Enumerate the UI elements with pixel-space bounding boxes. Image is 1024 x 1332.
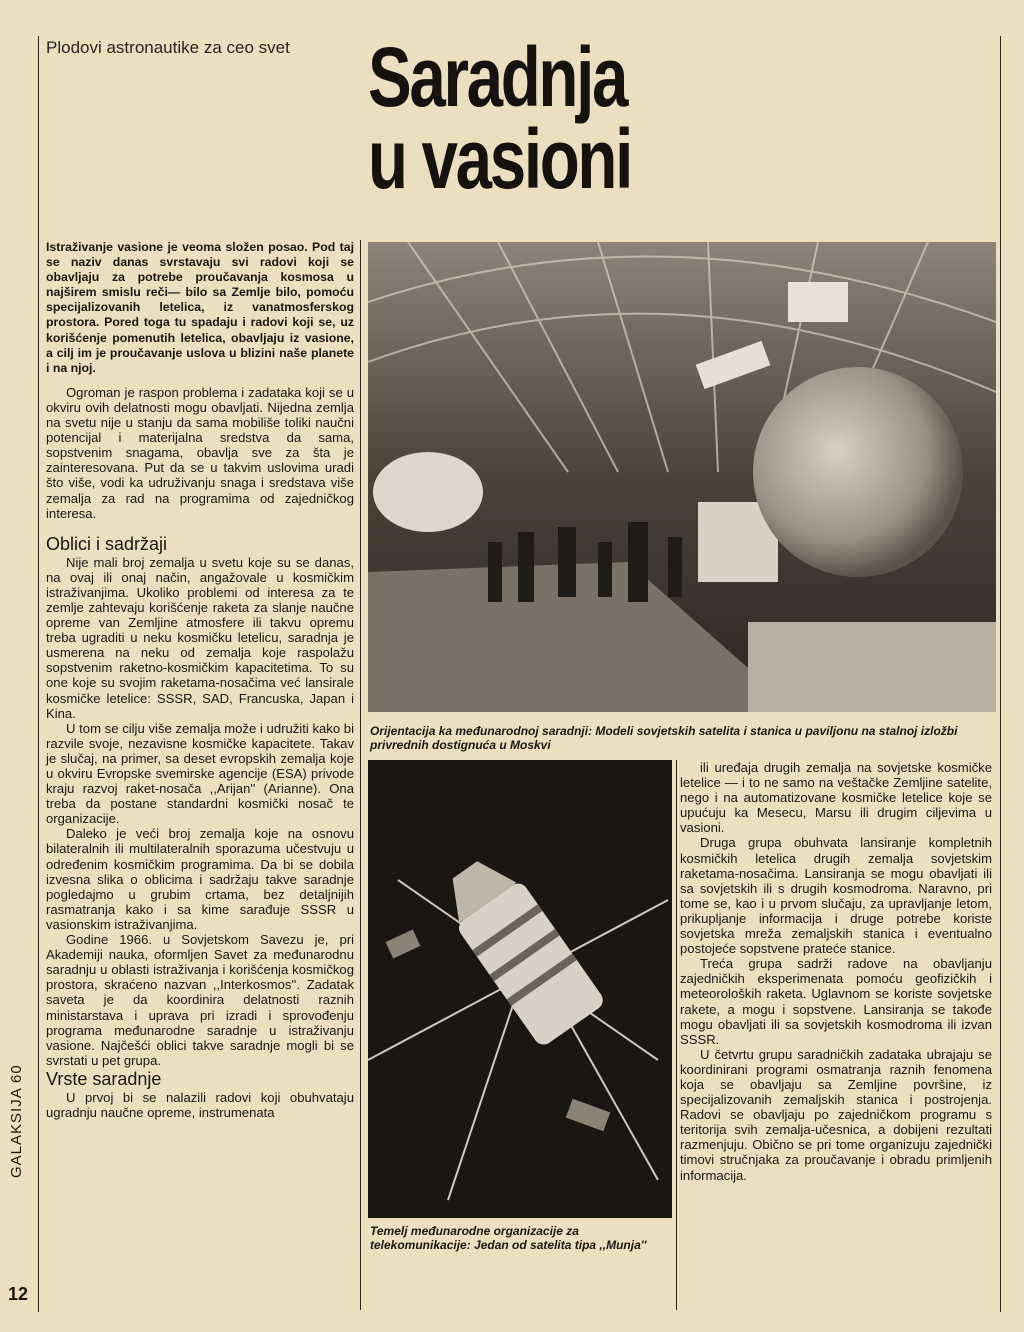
magazine-label: GALAKSIJA 60 <box>8 1064 25 1178</box>
paragraph: U četvrtu grupu saradničkih zadataka ubrajaju se koordinirani programi osmatranja raznih fenomena koja se obavljaju sa Zemljine površine, iz specijalizovanih zemaljskih stanica i postrojenja. Radovi se obavljaju po zajedničkom programu s teritorija svih zemalja-učesnica, a dobijeni rezultati razmenjuju. Obično se pri tome organizuju zajednički timovi stručnjaka za proučavanje i obradu primljenih informacija. <box>680 1046 992 1183</box>
paragraph: U prvoj bi se nalazili radovi koji obuhvataju ugradnju naučne opreme, instrumenata <box>46 1089 354 1120</box>
headline <box>368 30 649 206</box>
paragraph: Ogroman je raspon problema i zadataka koji se u okviru ovih delatnosti mogu obavljati. Nijedna zemlja na svetu nije u stanju da sama mobiliše toliki naučni potencijal i materijalna sredstva da sama, sopstvenim snagama, obavlja sve za šta je zainteresovana. Put da se u takvim uslovima uradi što više, vodi ka udruživanju snaga i sredstava više zemalja za rad na programima od zajedničkog interesa. <box>46 384 354 521</box>
headline-line-2: u vasioni <box>368 112 631 206</box>
outer-left-rule <box>38 36 39 1312</box>
gutter-rule-left <box>360 240 361 1310</box>
column-right <box>680 760 992 1183</box>
column-left <box>46 240 354 1120</box>
pavilion-caption: Orijentacija ka međunarodnoj saradnji: Modeli sovjetskih satelita i stanica u paviljonu na stalnoj izložbi privrednih dostignuća u Moskvi <box>370 724 958 752</box>
satellite-caption: Temelj međunarodne organizacije za telekomunikacije: Jedan od satelita tipa ,,Munja'' <box>370 1224 647 1252</box>
paragraph: Druga grupa obuhvata lansiranje kompletnih kosmičkih letelica drugih zemalja sovjetskim raketama-nosačima. Lansiranja se mogu obavljati ili sa sovjetskih ili s drugih kosmodroma. Naravno, pri tome se, kao i u prvom slučaju, za upravljanje letom, prikupljanje informacija i druge potrebe koriste sovjetska mreža zemaljskih stanica i eventualno postojeće sopstvene prateće stanice. <box>680 835 992 957</box>
pavilion-photo-illustration <box>368 242 996 712</box>
paragraph: U tom se cilju više zemalja može i udružiti kako bi razvile svoje, nezavisne kosmičke kapacitete. Takav je slučaj, na primer, sa deset evropskih zemalja koje u okviru Evropske svemirske agencije (ESA) privode kraju razvoj raket-nosača ,,Arijan'' (Arianne). Ona treba da postane standardni kosmički nosač te organizacije. <box>46 720 354 827</box>
pavilion-photo <box>368 242 996 712</box>
satellite-photo <box>368 760 672 1218</box>
headline-line-1: Saradnja <box>368 30 627 124</box>
satellite-photo-illustration <box>368 760 672 1218</box>
paragraph: ili uređaja drugih zemalja na sovjetske kosmičke letelice — i to ne samo na veštačke Zemljine satelite, nego i na automatizovane kosmičke letelice koje se upućuju ka Mesecu, Marsu ili drugim ciljevima u vasioni. <box>680 760 992 836</box>
paragraph: Godine 1966. u Sovjetskom Savezu je, pri Akademiji nauka, oformljen Savet za međunarodnu saradnju u oblasti istraživanja i korišćenja kosmičkog prostora, skraćeno nazvan ,,Interkosmos''. Zadatak saveta je da koordinira delatnosti raznih ministarstava i uprava pri izradi i sprovođenju programa međunarodne saradnje u istraživanju vasione. Najčešći oblici takve saradnje mogli bi se svrstati u pet grupa. <box>46 932 354 1068</box>
gutter-rule-right <box>676 760 677 1310</box>
outer-right-rule <box>1000 36 1001 1312</box>
page-number: 12 <box>8 1284 29 1304</box>
lead-paragraph: Istraživanje vasione je veoma složen posao. Pod taj se naziv danas svrstavaju svi radovi koji se obavljaju za potrebe proučavanja kosmosa u najširem smislu reči— bilo sa Zemlje bilo, pomoću specijalizovanih letelica, iz vanatmosferskog prostora. Pored toga tu spadaju i radovi koji se, uz korišćenje pomenutih letelica, obavljaju iz vasione, a cilj im je proučavanje uslova u blizini naše planete i na njoj. <box>46 240 354 375</box>
kicker: Plodovi astronautike za ceo svet <box>46 38 290 57</box>
section-heading: Oblici i sadržaji <box>46 533 168 554</box>
section-heading: Vrste saradnje <box>46 1068 162 1089</box>
paragraph: Treća grupa sadrži radove na obavljanju zajedničkih eksperimenata pomoću geofizičkih i meteoroloških raketa. Uglavnom se koriste sovjetske rakete, a mogu i sopstvene. Lansiranja se takođe mogu obavljati ili sa sovjetskih kosmodroma ili izvan SSSR. <box>680 956 992 1047</box>
paragraph: Daleko je veći broj zemalja koje na osnovu bilateralnih ili multilateralnih sporazuma učestvuju u određenim kosmičkim programima. Da bi se dobila izvesna slika o oblicima i sadržaju takve saradnje pogledajmo u grubim crtama, bez detaljnijih rasmatranja kako i sa kime sarađuje SSSR u vasionskim istraživanjima. <box>46 826 354 932</box>
paragraph: Nije mali broj zemalja u svetu koje su se danas, na ovaj ili onaj način, angažovale u kosmičkim istraživanjima. Ukoliko problemi od interesa za te zemlje zahtevaju korišćenje raketa za slanje naučne opreme van Zemljine atmosfere ili takvu opremu treba ugraditi u neku kosmičku letelicu, saradnja je usmerena na neku od zemalja koje raspolažu sopstvenim raketno-kosmičkim kapacitetima. To su one koje su svojim raketama-nosačima već lansirale kosmičke letelice: SSSR, SAD, Francuska, Japan i Kina. <box>46 554 354 721</box>
